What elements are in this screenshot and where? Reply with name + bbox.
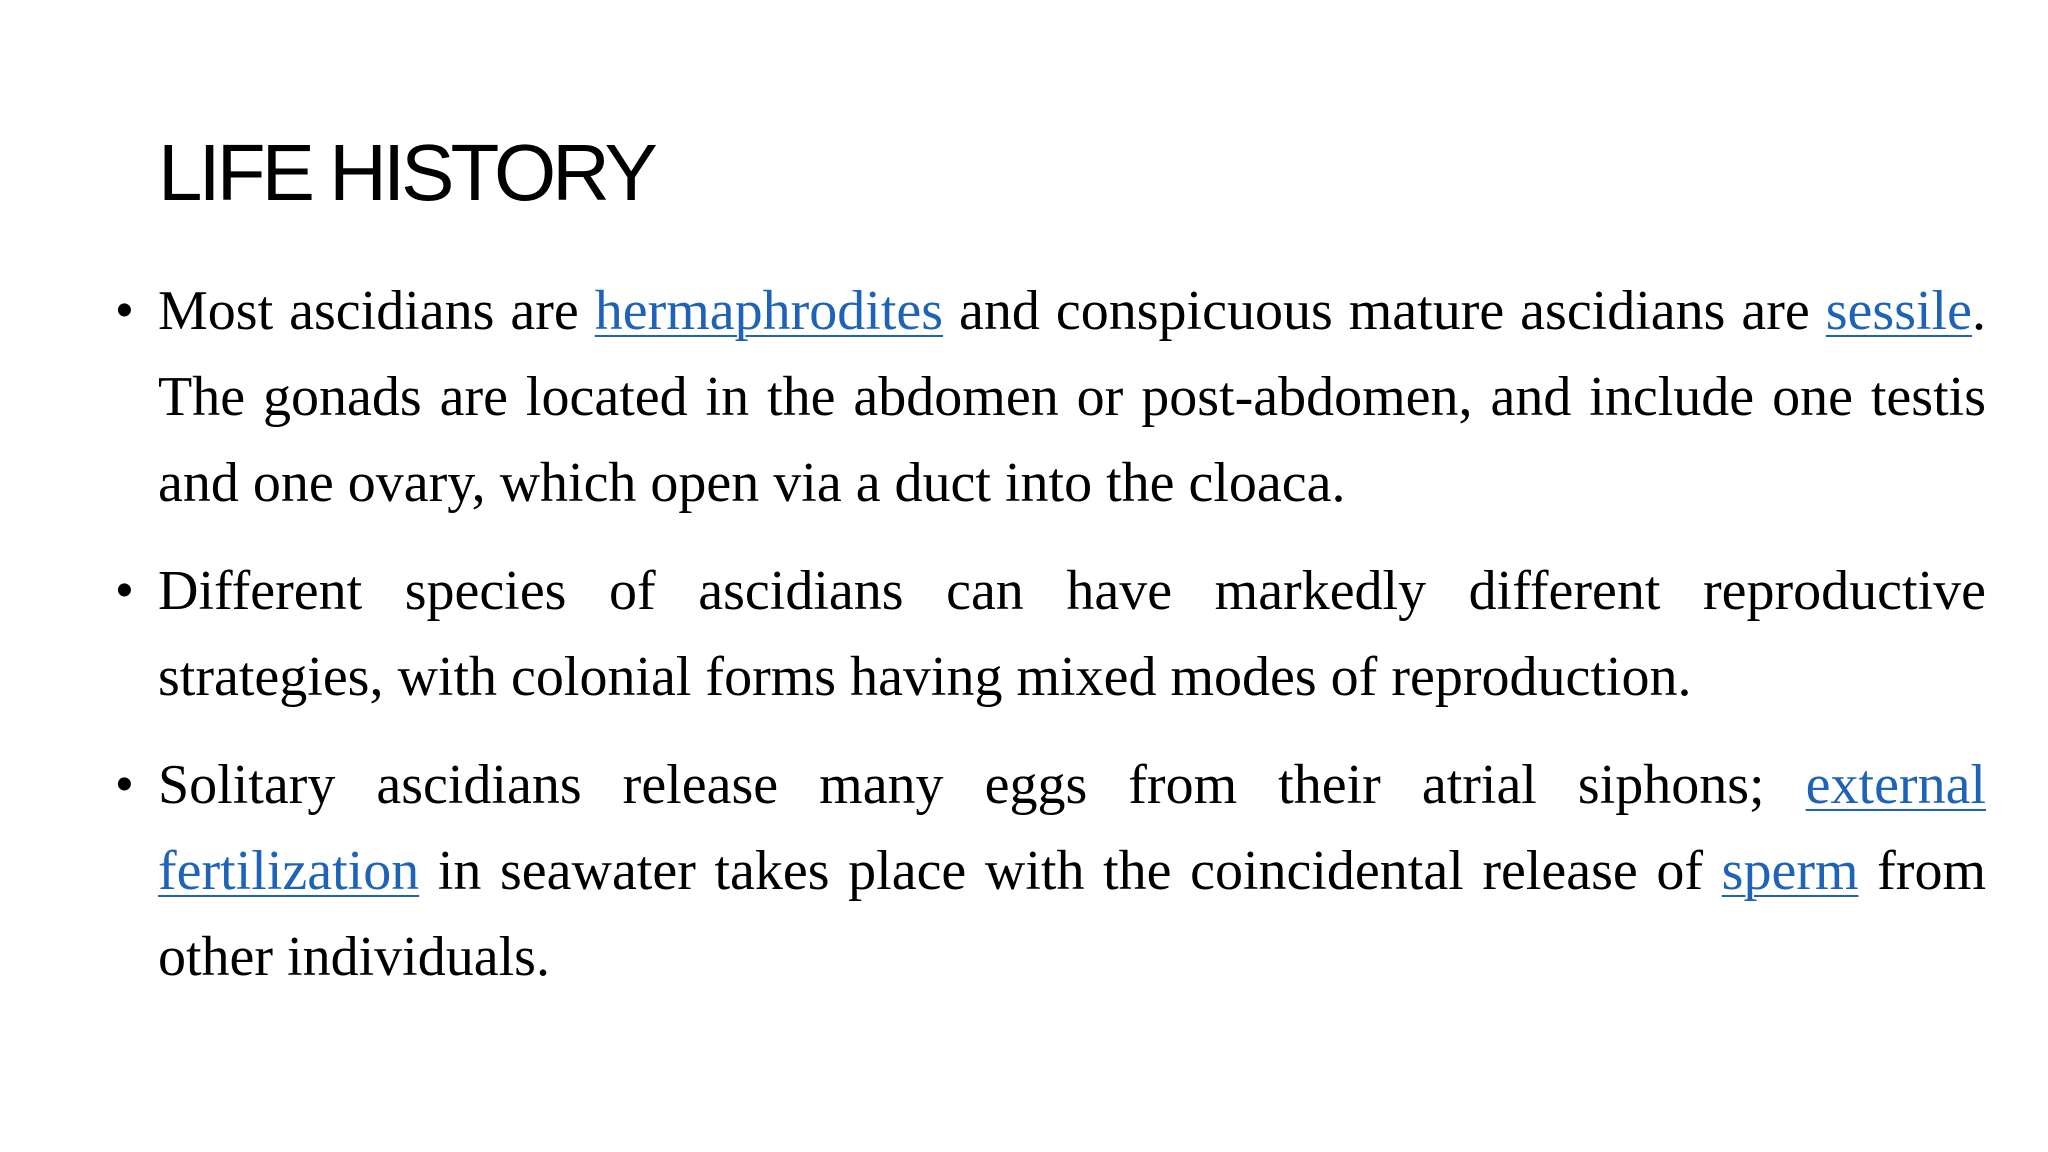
bullet-icon: • <box>116 564 133 617</box>
link-sessile[interactable]: sessile <box>1825 280 1972 342</box>
bullet-item-fertilization <box>116 742 1987 1000</box>
bullet-list <box>116 268 1987 1022</box>
bullet-text: and conspicuous mature ascidians are <box>943 280 1826 342</box>
bullet-text: . The gonads are located in the abdomen or post-abdomen, and include one testis and one ovary, which open via a duct into the cloaca. <box>158 280 1986 514</box>
bullet-item-reproduction <box>116 268 1986 526</box>
bullet-text: Most ascidians are <box>158 280 595 342</box>
bullet-text: from other individuals. <box>158 840 1987 988</box>
bullet-text: Solitary ascidians release many eggs from their atrial siphons; <box>158 754 1806 816</box>
link-external-fertilization[interactable]: external fertilization <box>158 754 1986 902</box>
bullet-icon: • <box>116 284 133 337</box>
bullet-item-strategies <box>116 548 1986 720</box>
slide-title: LIFE HISTORY <box>158 128 654 217</box>
link-hermaphrodites[interactable]: hermaphrodites <box>594 280 944 342</box>
link-sperm[interactable]: sperm <box>1721 840 1859 902</box>
bullet-icon: • <box>116 758 133 811</box>
bullet-text: Different species of ascidians can have markedly different reproductive strategies, with colonial forms having mixed modes of reproduction. <box>158 560 1986 708</box>
bullet-text: in seawater takes place with the coincidental release of <box>419 840 1722 902</box>
